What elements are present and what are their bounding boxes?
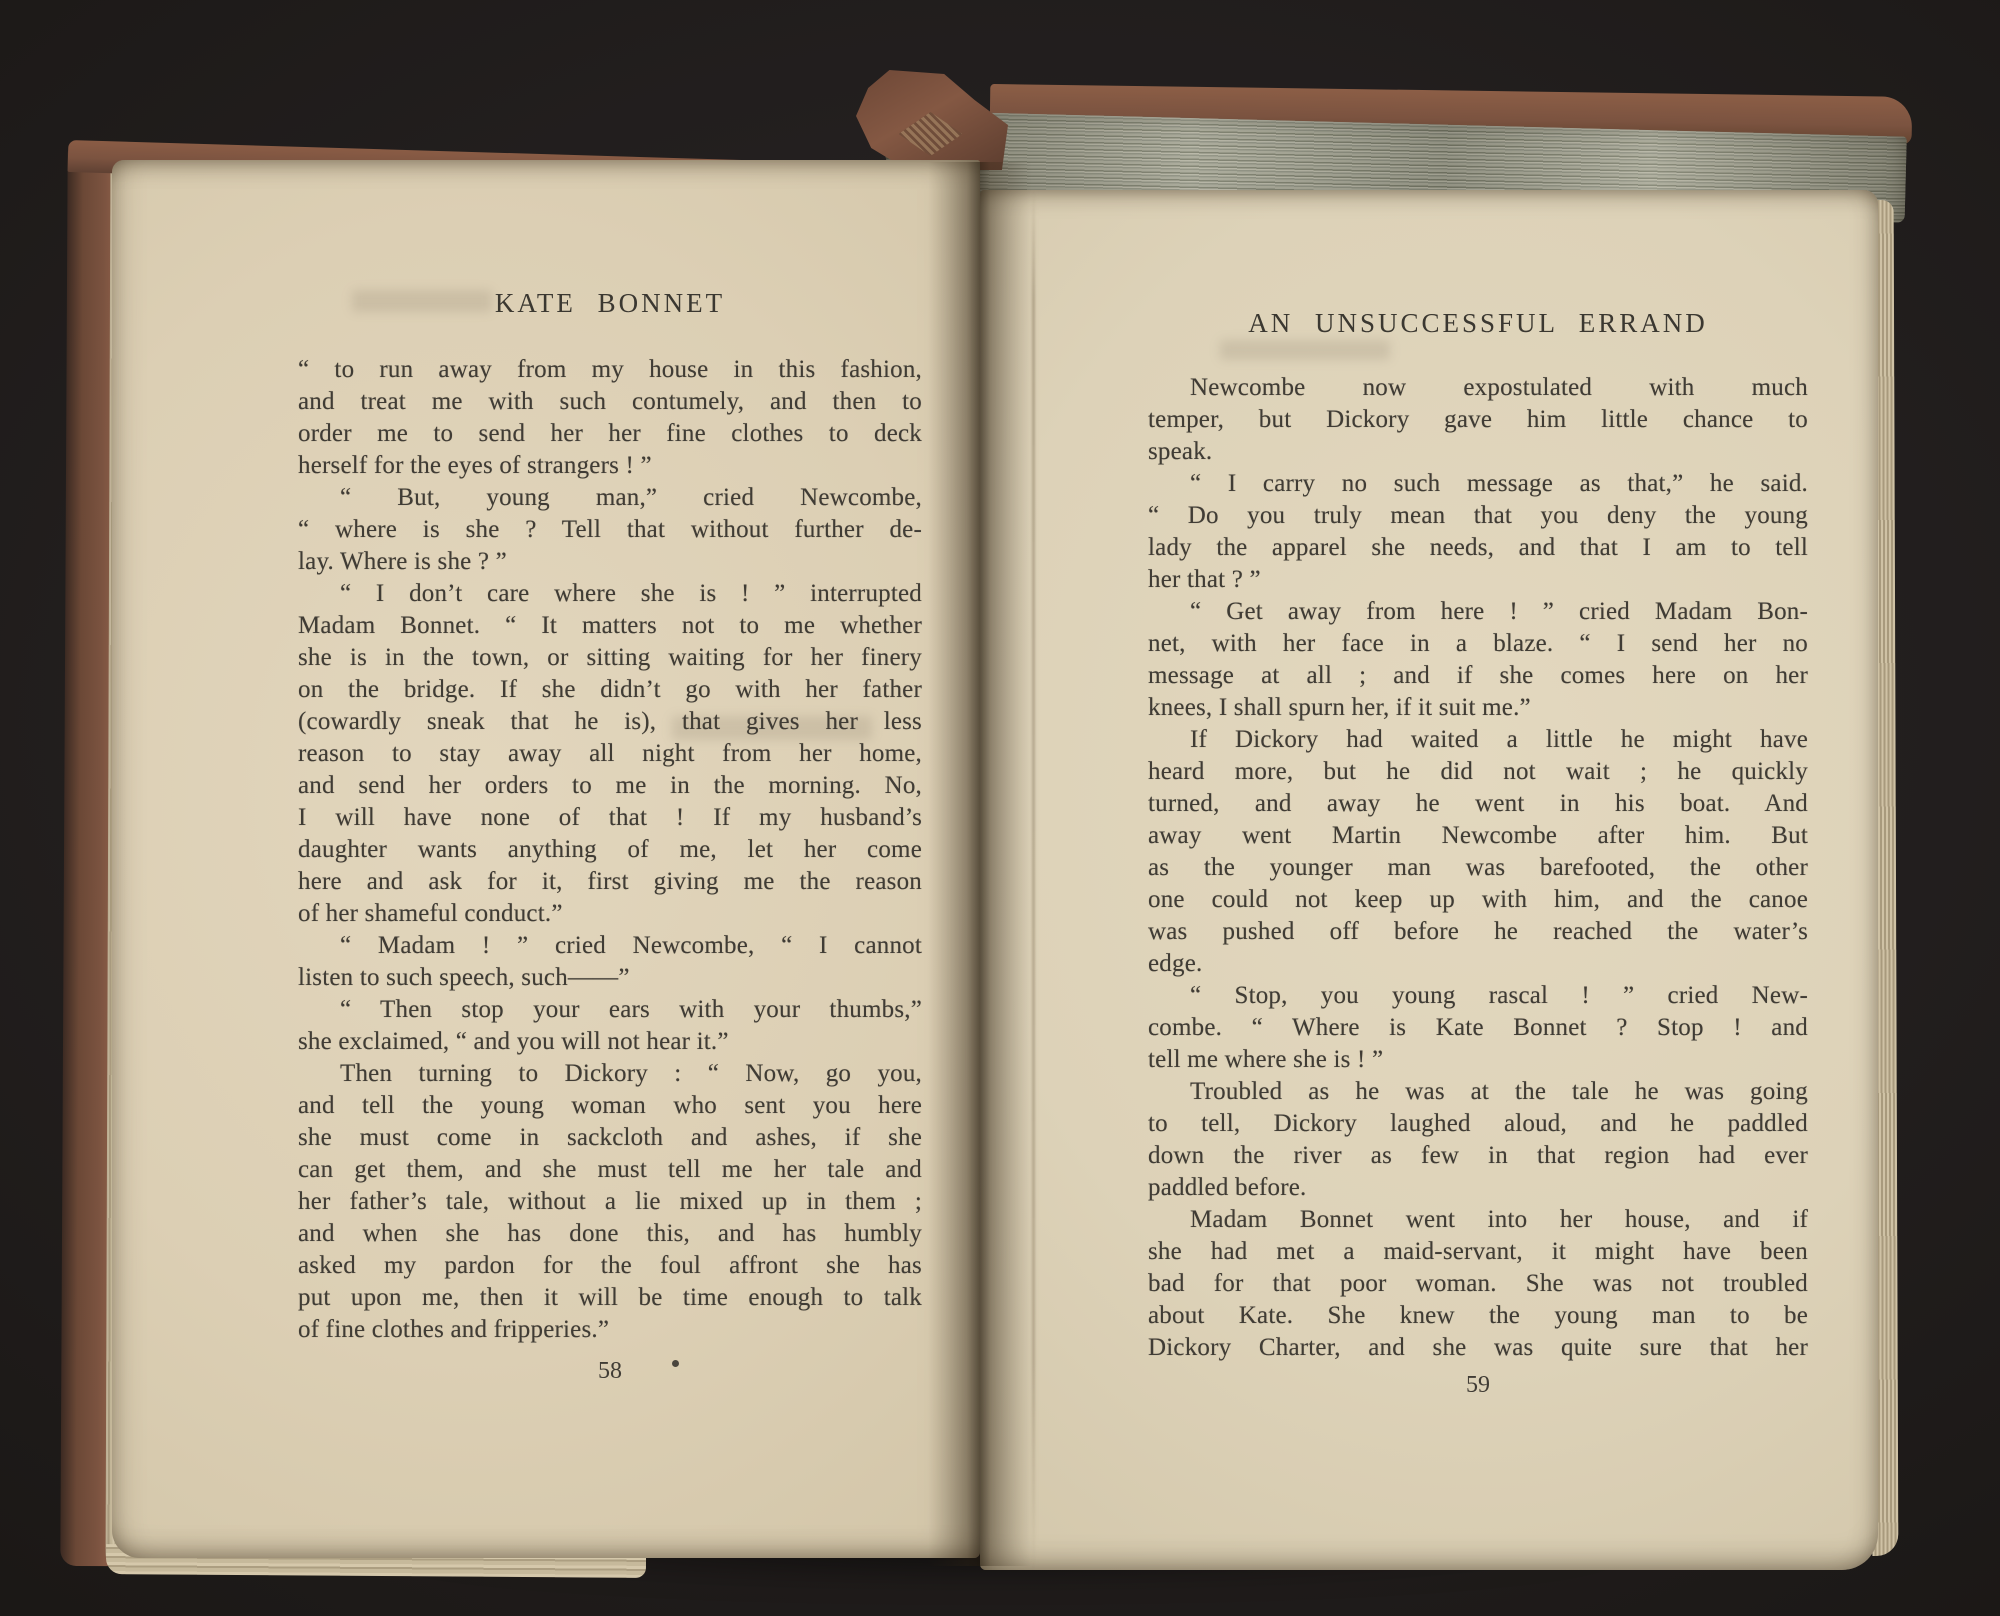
text-line: Madam Bonnet. “ It matters not to me whether	[298, 612, 922, 639]
text-line: herself for the eyes of strangers ! ”	[298, 452, 652, 479]
text-line: about Kate. She knew the young man to be	[1148, 1302, 1808, 1329]
text-line: on the bridge. If she didn’t go with her father	[298, 676, 922, 703]
text-line: lay. Where is she ? ”	[298, 548, 507, 575]
paragraph	[1148, 980, 1808, 1076]
text-line: knees, I shall spurn her, if it suit me.”	[1148, 694, 1531, 721]
paragraph	[1148, 1076, 1808, 1204]
text-line: Madam Bonnet went into her house, and if	[1190, 1206, 1808, 1233]
text-line: (cowardly sneak that he is), that gives her less	[298, 708, 922, 735]
text-line: put upon me, then it will be time enough to talk	[298, 1284, 922, 1311]
text-line: “ to run away from my house in this fashion,	[298, 356, 922, 383]
text-line: “ I don’t care where she is ! ” interrupted	[340, 580, 922, 607]
paragraph	[1148, 1204, 1808, 1364]
left-page-text	[298, 354, 922, 1346]
text-line: her father’s tale, without a lie mixed up in them ;	[298, 1188, 922, 1215]
text-line: “ Then stop your ears with your thumbs,”	[340, 996, 922, 1023]
text-line: message at all ; and if she comes here on her	[1148, 662, 1808, 689]
text-line: turned, and away he went in his boat. And	[1148, 790, 1808, 817]
text-line: bad for that poor woman. She was not troubled	[1148, 1270, 1808, 1297]
text-line: can get them, and she must tell me her tale and	[298, 1156, 922, 1183]
page-number-left: 58	[598, 1358, 622, 1384]
text-line: lady the apparel she needs, and that I am to tell	[1148, 534, 1808, 561]
text-line: listen to such speech, such——”	[298, 964, 630, 991]
text-line: temper, but Dickory gave him little chance to	[1148, 406, 1808, 433]
left-page	[112, 160, 980, 1558]
text-line: here and ask for it, first giving me the reason	[298, 868, 922, 895]
paragraph	[1148, 596, 1808, 724]
paragraph	[298, 1058, 922, 1346]
text-line: edge.	[1148, 950, 1203, 977]
text-line: her that ? ”	[1148, 566, 1261, 593]
text-line: combe. “ Where is Kate Bonnet ? Stop ! and	[1148, 1014, 1808, 1041]
text-line: net, with her face in a blaze. “ I send her no	[1148, 630, 1808, 657]
text-line: she must come in sackcloth and ashes, if she	[298, 1124, 922, 1151]
paragraph	[298, 930, 922, 994]
paragraph	[298, 578, 922, 930]
text-line: Troubled as he was at the tale he was going	[1190, 1078, 1808, 1105]
text-line: of her shameful conduct.”	[298, 900, 563, 927]
text-line: asked my pardon for the foul affront she has	[298, 1252, 922, 1279]
text-line: “ Madam ! ” cried Newcombe, “ I cannot	[340, 932, 922, 959]
text-line: “ I carry no such message as that,” he said.	[1190, 470, 1808, 497]
text-line: Dickory Charter, and she was quite sure that her	[1148, 1334, 1808, 1361]
paragraph	[1148, 468, 1808, 596]
text-line: daughter wants anything of me, let her come	[298, 836, 922, 863]
text-line: paddled before.	[1148, 1174, 1307, 1201]
text-line: and treat me with such contumely, and then to	[298, 388, 922, 415]
text-line: was pushed off before he reached the water’s	[1148, 918, 1808, 945]
text-line: away went Martin Newcombe after him. But	[1148, 822, 1808, 849]
text-line: she exclaimed, “ and you will not hear it.”	[298, 1028, 729, 1055]
text-line: she is in the town, or sitting waiting for her finery	[298, 644, 922, 671]
right-page-text	[1148, 372, 1808, 1364]
text-line: “ Stop, you young rascal ! ” cried New-	[1190, 982, 1808, 1009]
running-head-left: KATE BONNET	[494, 288, 726, 318]
gutter-shadow	[928, 162, 1032, 1566]
text-line: speak.	[1148, 438, 1213, 465]
paragraph	[298, 354, 922, 482]
text-line: and tell the young woman who sent you here	[298, 1092, 922, 1119]
text-line: “ Do you truly mean that you deny the young	[1148, 502, 1808, 529]
text-line: heard more, but he did not wait ; he quickly	[1148, 758, 1808, 785]
text-line: down the river as few in that region had ever	[1148, 1142, 1808, 1169]
text-line: “ But, young man,” cried Newcombe,	[340, 484, 922, 511]
page-number-right: 59	[1466, 1372, 1490, 1398]
text-line: of fine clothes and fripperies.”	[298, 1316, 610, 1343]
text-line: as the younger man was barefooted, the other	[1148, 854, 1808, 881]
text-line: reason to stay away all night from her home,	[298, 740, 922, 767]
text-line: she had met a maid-servant, it might have been	[1148, 1238, 1808, 1265]
text-line: “ Get away from here ! ” cried Madam Bon-	[1190, 598, 1808, 625]
paragraph	[1148, 372, 1808, 468]
show-through-ghost	[1220, 340, 1390, 360]
text-line: “ where is she ? Tell that without further de-	[298, 516, 922, 543]
text-line: one could not keep up with him, and the canoe	[1148, 886, 1808, 913]
text-line: and send her orders to me in the morning. No,	[298, 772, 922, 799]
paragraph	[1148, 724, 1808, 980]
right-page	[980, 190, 1878, 1570]
running-head-right: AN UNSUCCESSFUL ERRAND	[1248, 308, 1708, 338]
text-line: Then turning to Dickory : “ Now, go you,	[340, 1060, 922, 1087]
frayed-spine-cloth	[856, 70, 1008, 170]
text-line: tell me where she is ! ”	[1148, 1046, 1384, 1073]
paragraph	[298, 994, 922, 1058]
text-line: and when she has done this, and has humbly	[298, 1220, 922, 1247]
text-line: order me to send her her fine clothes to deck	[298, 420, 922, 447]
text-line: I will have none of that ! If my husband’s	[298, 804, 922, 831]
paragraph	[298, 482, 922, 578]
text-line: If Dickory had waited a little he might have	[1190, 726, 1808, 753]
text-line: Newcombe now expostulated with much	[1190, 374, 1808, 401]
text-line: to tell, Dickory laughed aloud, and he paddled	[1148, 1110, 1808, 1137]
